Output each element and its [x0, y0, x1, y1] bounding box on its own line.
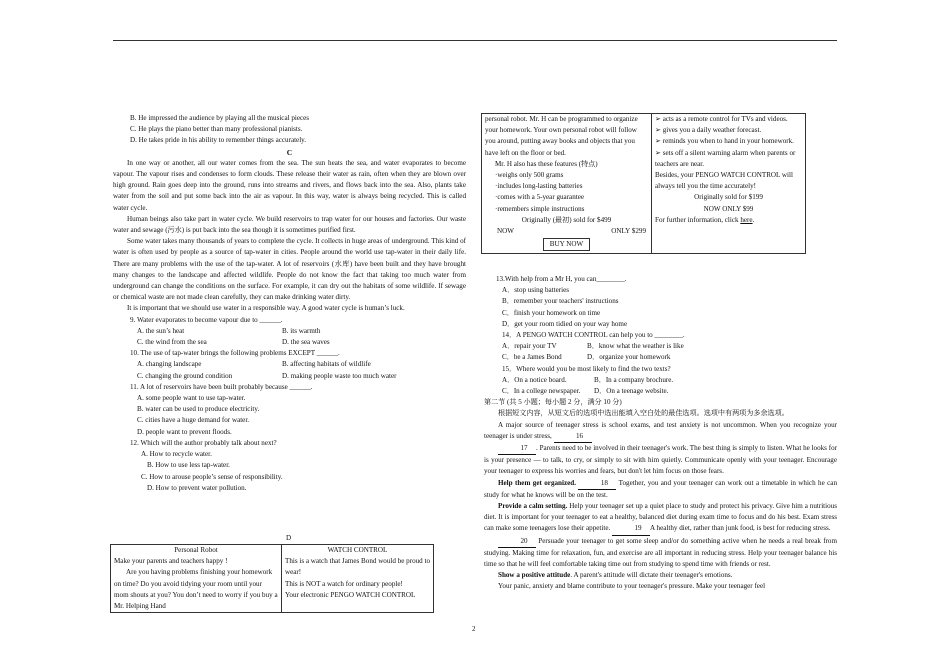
- ad-watch-now-price: NOW ONLY $99: [703, 204, 754, 213]
- q13-stem: 13.With help from a Mr H, you can________.: [496, 275, 627, 283]
- q9-option-d: D. the sea waves: [282, 338, 330, 347]
- q15-option-b: B．In a company brochure.: [594, 375, 674, 384]
- heading-organized: Help them get organized.: [498, 478, 576, 487]
- passage-c-para-4: It is important that we should use water in a responsible way. A good water cycle is human’s luck.: [127, 304, 405, 313]
- ad-watch-info: [655, 215, 802, 226]
- passage2-para-2-text: . Parents need to be involved in their teenager's work. The best thing is simply to listen. What he looks for is your presence — to talk, to cry, or simply to sit with him quietly. Communicate openly with your teenager. Encourage your teenager to express his worries and fears, but don't let him focus on those fears.: [484, 444, 837, 476]
- q10-option-c: C. changing the ground condition: [137, 371, 233, 380]
- q10-option-d: D. making people waste too much water: [282, 371, 397, 380]
- q12-option-a: A. How to recycle water.: [141, 450, 212, 459]
- ad-watch-besides: Besides, your PENGO WATCH CONTROL will always tell you the time accurately!: [655, 171, 793, 191]
- option-d-prev: D. He takes pride in his ability to remember things accurately.: [130, 136, 307, 145]
- q10-row-2: [113, 371, 466, 382]
- ad-watch-cont-cell: [652, 114, 806, 254]
- ad-watch-line-1: This is a watch that James Bond would be proud to wear!: [285, 557, 431, 577]
- q15-row-2: [484, 386, 837, 397]
- ad-watch-bullet-2: ➢ gives you a daily weather forecast.: [655, 126, 762, 135]
- header-rule: [113, 40, 837, 41]
- blank-19[interactable]: 19: [612, 523, 650, 535]
- q9-option-a: A. the sun’s heat: [137, 326, 185, 335]
- passage2-para-1-text: A major source of teenager stress is school exams, and test anxiety is not uncommon. When you recognize your teenager is under stress,: [484, 420, 837, 440]
- passage2-para-4-text: Help your teenager set up a quiet place to study and protect his privacy. Give him a nutritious diet. It is important for your teenager to eat a healthy, balanced diet during exam time to focus and do his best. Exam stress can make some teenagers lose their appetite.: [484, 502, 837, 533]
- q11-option-b: B. water can be used to produce electricity.: [137, 405, 260, 414]
- q13-option-b: B．remember your teachers' instructions: [502, 297, 619, 306]
- ad-watch-cell: [282, 545, 434, 613]
- q14-stem: 14．A PENGO WATCH CONTROL can help you to ________.: [502, 331, 685, 340]
- buy-now-button[interactable]: BUY NOW: [543, 238, 590, 251]
- ad-robot-now-row: [485, 226, 648, 237]
- part2-instructions: 根据短文内容，从短文后的选项中选出能填入空白处的最佳选项。选项中有两项为多余选项。: [498, 409, 789, 418]
- passage2-para-2: [484, 443, 837, 478]
- option-b-prev: B. He impressed the audience by playing all the musical pieces: [130, 114, 310, 122]
- heading-calm-setting: Provide a calm setting.: [498, 502, 568, 511]
- ad-table-right: [481, 113, 806, 254]
- passage2-para-5: [484, 536, 837, 571]
- q10-row-1: [113, 359, 466, 370]
- q14-option-b: B．know what the weather is like: [587, 342, 684, 351]
- q9-row-1: [113, 326, 466, 337]
- right-column: [484, 274, 837, 593]
- ad-watch-line-3: Your electronic PENGO WATCH CONTROL: [285, 590, 416, 599]
- q11-stem: 11. A lot of reservoirs have been built probably because ______.: [130, 382, 313, 391]
- q15-stem: 15．Where would you be most likely to find the two texts?: [502, 364, 671, 373]
- ad-watch-bullet-3: ➢ reminds you when to hand in your homework.: [655, 137, 794, 146]
- q11-option-d: D. people want to prevent floods.: [137, 427, 232, 436]
- q14-option-a: A．repair your TV: [502, 342, 557, 351]
- ad-watch-line-2: This is NOT a watch for ordinary people!: [285, 579, 403, 588]
- q15-option-d: D．On a teenage website.: [594, 387, 669, 396]
- ad-robot-line-2: Are you having problems finishing your homework on time? Do you avoid tidying your room until your mom shouts at you? You don’t need to worry if you buy a Mr. Helping Hand: [114, 568, 278, 611]
- passage2-para-6: [484, 570, 837, 581]
- ad-watch-title: WATCH CONTROL: [327, 546, 388, 554]
- ad-robot-cont-cell: [482, 114, 652, 254]
- left-column: [113, 113, 466, 494]
- passage2-para-6-text: . A parent's attitude will dictate their teenager's emotions.: [570, 571, 733, 580]
- q9-stem: 9. Water evaporates to become vapour due to ______.: [130, 315, 283, 324]
- q14-row-2: [484, 352, 837, 363]
- passage-c-para-2: Human beings also take part in water cycle. We build reservoirs to trap water for our houses and factories. Our waste water and sewage (污水) is put back into the sea though it is sometimes purified first.: [113, 214, 466, 235]
- ad-robot-orig-price: Originally (最初) sold for $499: [521, 215, 612, 224]
- passage2-para-4: [484, 501, 837, 536]
- q11-option-a: A. some people want to use tap-water.: [137, 394, 246, 403]
- q10-stem: 10. The use of tap-water brings the following problems EXCEPT ______.: [130, 349, 340, 358]
- q10-option-b: B. affecting habitats of wildlife: [282, 360, 371, 369]
- ad-watch-orig-price: Originally sold for $199: [694, 193, 763, 202]
- q14-option-c: C．be a James Bond: [502, 353, 562, 362]
- ad-robot-feature-4: ·remembers simple instructions: [495, 204, 585, 213]
- q15-option-c: C．In a college newspaper.: [502, 387, 581, 396]
- q9-option-b: B. its warmth: [282, 326, 321, 335]
- passage2-para-1: [484, 420, 837, 443]
- ad-table-left: [110, 544, 434, 613]
- section-d-title: D: [286, 534, 292, 542]
- ad-robot-features-intro: Mr. H also has these features (特点): [495, 159, 598, 168]
- q13-option-d: D．get your room tidied on your way home: [502, 319, 628, 328]
- passage-c-para-1: In one way or another, all our water comes from the sea. The sun heats the sea, and water evaporates to become vapour. The vapour rises and condenses to form clouds. These release their water as rain, often when they are blown over high ground. Rain goes deep into the ground, runs into streams and rivers, and flows back into the sea. Also, plants take water from the soil and put some back into the air as vapour. In this way, water is always being recycled. This is called water cycle.: [113, 158, 466, 212]
- q13-option-a: A．stop using batteries: [502, 286, 569, 295]
- ad-watch-bullet-1: ➢ acts as a remote control for TVs and videos.: [655, 115, 788, 123]
- q10-option-a: A. changing landscape: [137, 360, 202, 369]
- part2-title: 第二节 (共 5 小题；每小题 2 分，满分 10 分): [484, 398, 622, 407]
- ad-robot-title: Personal Robot: [174, 546, 218, 554]
- ad-watch-info-suffix: .: [752, 215, 755, 224]
- ad-robot-now: NOW: [497, 227, 514, 236]
- passage2-para-3: [484, 478, 837, 501]
- q12-option-c: C. How to arouse people’s sense of responsibility.: [141, 472, 283, 481]
- passage2-para-5-text: Persuade your teenager to get some sleep and/or do something active when he needs a real break from studying. Making time for relaxation, fun, and exercise are all important in reducing stress. Help your teenager balance his time so that he will feel comfortable taking time out from studying to spend time with friends or rest.: [484, 536, 837, 569]
- ad-watch-bullet-4: ➢ sets off a silent warning alarm when parents or teachers are near.: [655, 148, 796, 168]
- q15-option-a: A．On a notice board.: [502, 375, 567, 384]
- info-here-link[interactable]: here: [740, 215, 753, 224]
- ad-robot-now-price: ONLY $299: [611, 227, 646, 236]
- q12-option-d: D. How to prevent water pollution.: [147, 483, 247, 492]
- page-number: 2: [472, 625, 476, 633]
- blank-20[interactable]: 20: [498, 536, 536, 548]
- option-c-prev: C. He plays the piano better than many professional pianists.: [130, 125, 303, 134]
- ad-robot-cont-text: personal robot. Mr. H can be programmed to organize your homework. Your own personal robot will follow you around, putting away books and objects that you have left on the floor or bed.: [485, 115, 638, 157]
- q13-option-c: C．finish your homework on time: [502, 308, 601, 317]
- passage2-para-3-text: Together, you and your teenager can work out a timetable in which he can study for what he knows will be on the test.: [484, 478, 837, 499]
- ad-watch-info-prefix: For further information, click: [655, 215, 741, 224]
- ad-robot-feature-2: ·includes long-lasting batteries: [495, 182, 583, 191]
- ad-robot-cell: [111, 545, 282, 613]
- ad-robot-line-1: Make your parents and teachers happy !: [114, 557, 228, 566]
- q15-row-1: [484, 375, 837, 386]
- section-c-title: C: [286, 147, 293, 157]
- q9-option-c: C. the wind from the sea: [137, 338, 207, 347]
- heading-positive-attitude: Show a positive attitude: [498, 571, 571, 580]
- q14-option-d: D．organize your homework: [587, 353, 671, 362]
- passage2-para-4-end: A healthy diet, rather than junk food, is best for reducing stress.: [650, 524, 831, 533]
- ad-robot-feature-3: ·comes with a 5-year guarantee: [495, 193, 585, 202]
- blank-17[interactable]: 17: [498, 443, 536, 455]
- q11-option-c: C. cities have a huge demand for water.: [137, 416, 250, 425]
- blank-18[interactable]: 18: [578, 478, 616, 490]
- passage2-para-7: Your panic, anxiety and blame contribute to your teenager's pressure. Make your teenager feel: [498, 582, 766, 591]
- q14-row-1: [484, 341, 837, 352]
- q12-stem: 12. Which will the author probably talk about next?: [130, 438, 277, 447]
- blank-16[interactable]: 16: [554, 431, 592, 443]
- q9-row-2: [113, 337, 466, 348]
- ad-robot-feature-1: ·weighs only 500 grams: [495, 171, 564, 180]
- passage-c-para-3: Some water takes many thousands of years to complete the cycle. It collects in huge areas of underground. This kind of water is often used by people as a source of tap-water in cities. People around the world use tap-water in their daily life. There are many problems with the use of the tap-water. A lot of reservoirs (水库) have been built and they have brought many changes to the landscape and affected wildlife. People do not know the fact that taking too much water from underground can change the conditions on the surface. For example, it can dry out the habitats of some wildlife. If sewage or chemical waste are not made clean carefully, they can make drinking water dirty.: [113, 237, 466, 302]
- q12-option-b: B. How to use less tap-water.: [147, 461, 230, 470]
